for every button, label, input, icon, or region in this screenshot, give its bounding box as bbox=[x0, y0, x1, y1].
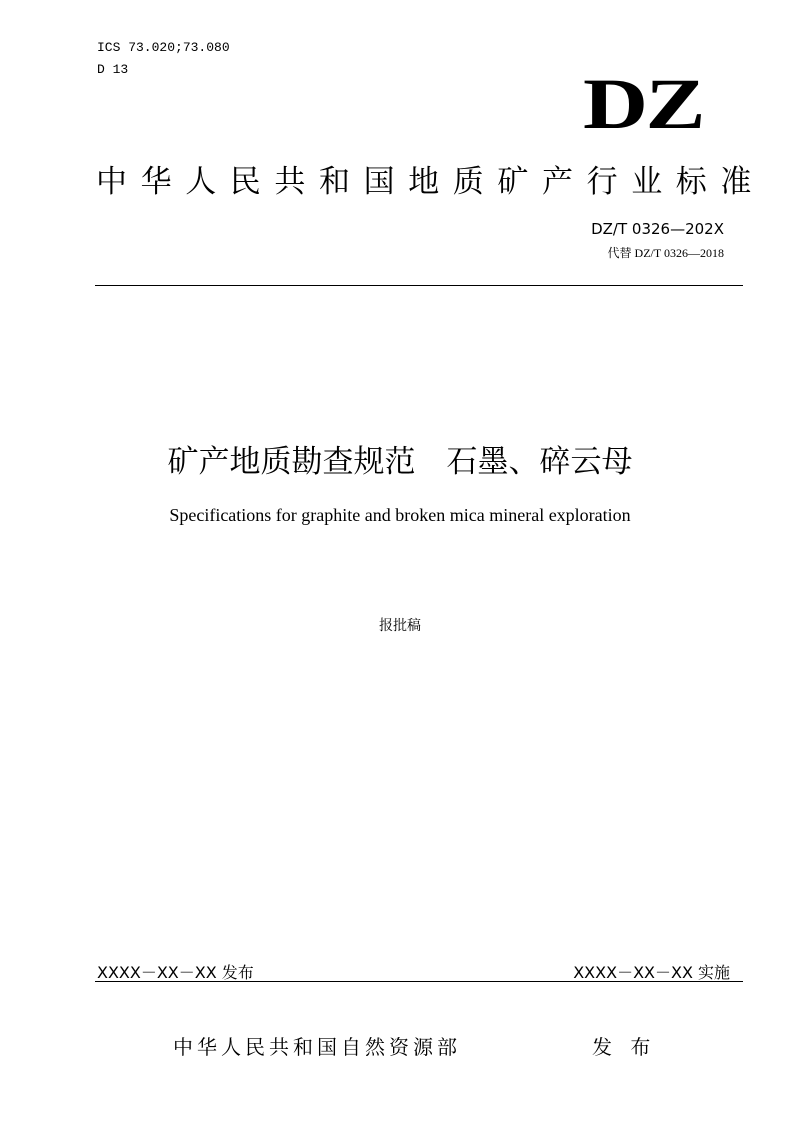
ics-code: ICS 73.020;73.080 bbox=[97, 40, 230, 55]
draft-status: 报批稿 bbox=[379, 618, 421, 634]
document-title-english: Specifications for graphite and broken mica mineral exploration bbox=[169, 505, 631, 525]
implementation-date: XXXX－XX－XX 实施 bbox=[573, 963, 730, 982]
standard-number: DZ/T 0326—202X bbox=[591, 220, 724, 238]
top-divider bbox=[95, 285, 743, 286]
classification-code: D 13 bbox=[97, 62, 129, 77]
standard-type-title: 中华人民共和国地质矿产行业标准 bbox=[96, 164, 765, 200]
dz-logo: DZ bbox=[582, 64, 703, 144]
release-date: XXXX－XX－XX 发布 bbox=[97, 963, 254, 982]
replaces-standard: 代替 DZ/T 0326—2018 bbox=[607, 246, 724, 260]
issuing-authority: 中华人民共和国自然资源部 bbox=[173, 1035, 461, 1059]
issue-label: 发 布 bbox=[592, 1035, 657, 1059]
document-title-chinese: 矿产地质勘查规范 石墨、碎云母 bbox=[167, 444, 633, 480]
bottom-divider bbox=[95, 981, 743, 982]
